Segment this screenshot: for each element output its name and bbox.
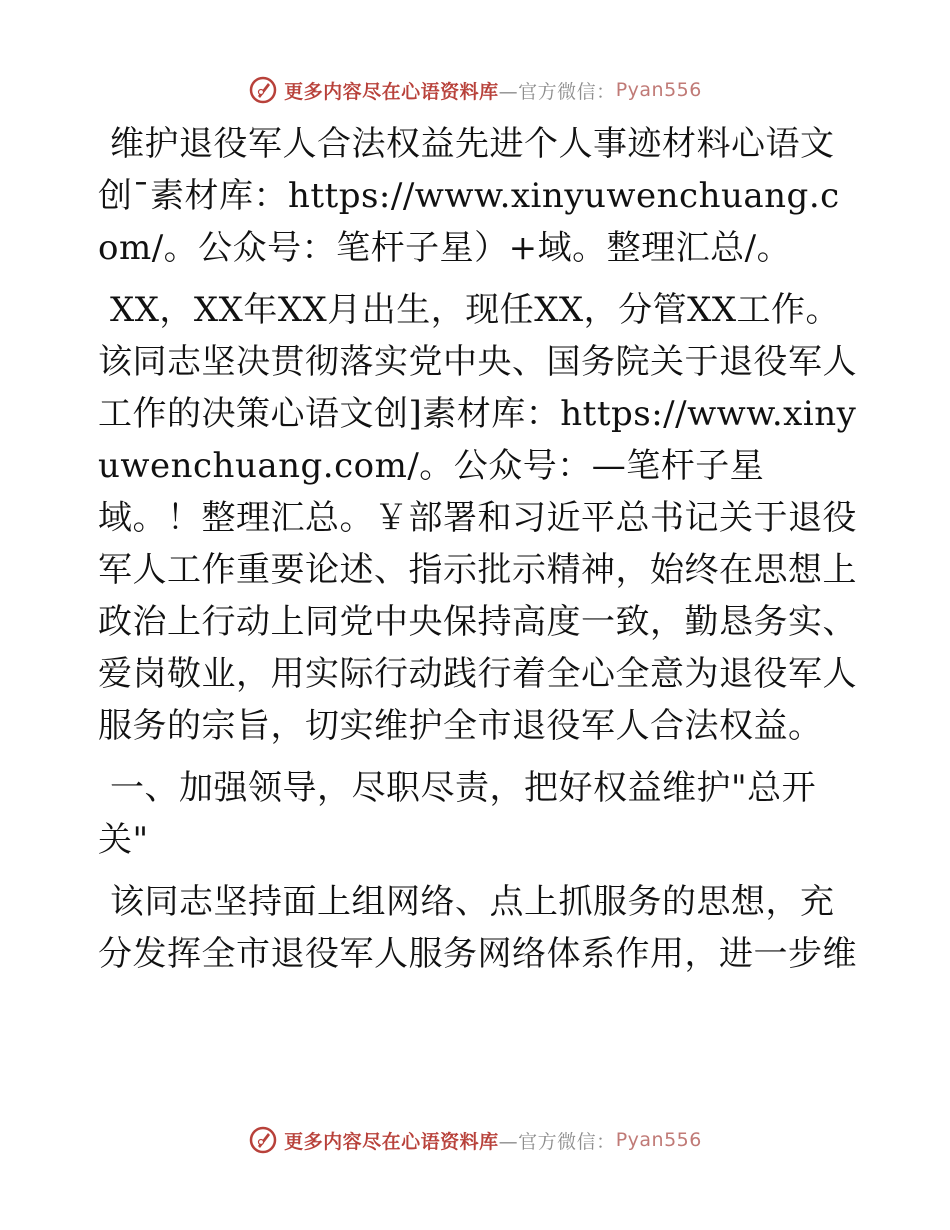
header-banner <box>0 70 950 110</box>
banner-site-text: 更多内容尽在心语资料库 <box>284 80 499 103</box>
section-heading-1: 一、加强领导，尽职尽责，把好权益维护"总开关" <box>98 768 817 860</box>
paragraph-title: 维护退役军人合法权益先进个人事迹材料心语文创¯素材库：https://www.xinyuwenchuang.com/。公众号：笔杆子星）+域。整理汇总/。 <box>98 124 840 268</box>
banner-official-text: —官方微信： <box>498 1130 616 1153</box>
document-body <box>98 118 858 990</box>
paragraph-intro: XX，XX年XX月出生，现任XX，分管XX工作。该同志坚决贯彻落实党中央、国务院关于退役军人工作的决策心语文创]素材库：https://www.xinyuwenchuang.com/。公众号：—笔杆子星域。！整理汇总。￥部署和习近平总书记关于退役军人工作重要论述、指示批示精神，始终在思想上政治上行动上同党中央保持高度一致，勤恳务实、爱岗敬业，用实际行动践行着全心全意为退役军人服务的宗旨，切实维护全市退役军人合法权益。 <box>98 290 857 746</box>
banner-official-text: —官方微信： <box>498 80 616 103</box>
banner-wechat-id: Pyan556 <box>615 1129 702 1151</box>
logo-icon <box>248 75 278 105</box>
banner-site-text: 更多内容尽在心语资料库 <box>284 1130 499 1153</box>
logo-icon <box>248 1125 278 1155</box>
paragraph-section-1: 该同志坚持面上组网络、点上抓服务的思想，充分发挥全市退役军人服务网络体系作用，进一步维 <box>98 882 857 974</box>
footer-banner <box>0 1120 950 1160</box>
banner-wechat-id: Pyan556 <box>615 79 702 101</box>
